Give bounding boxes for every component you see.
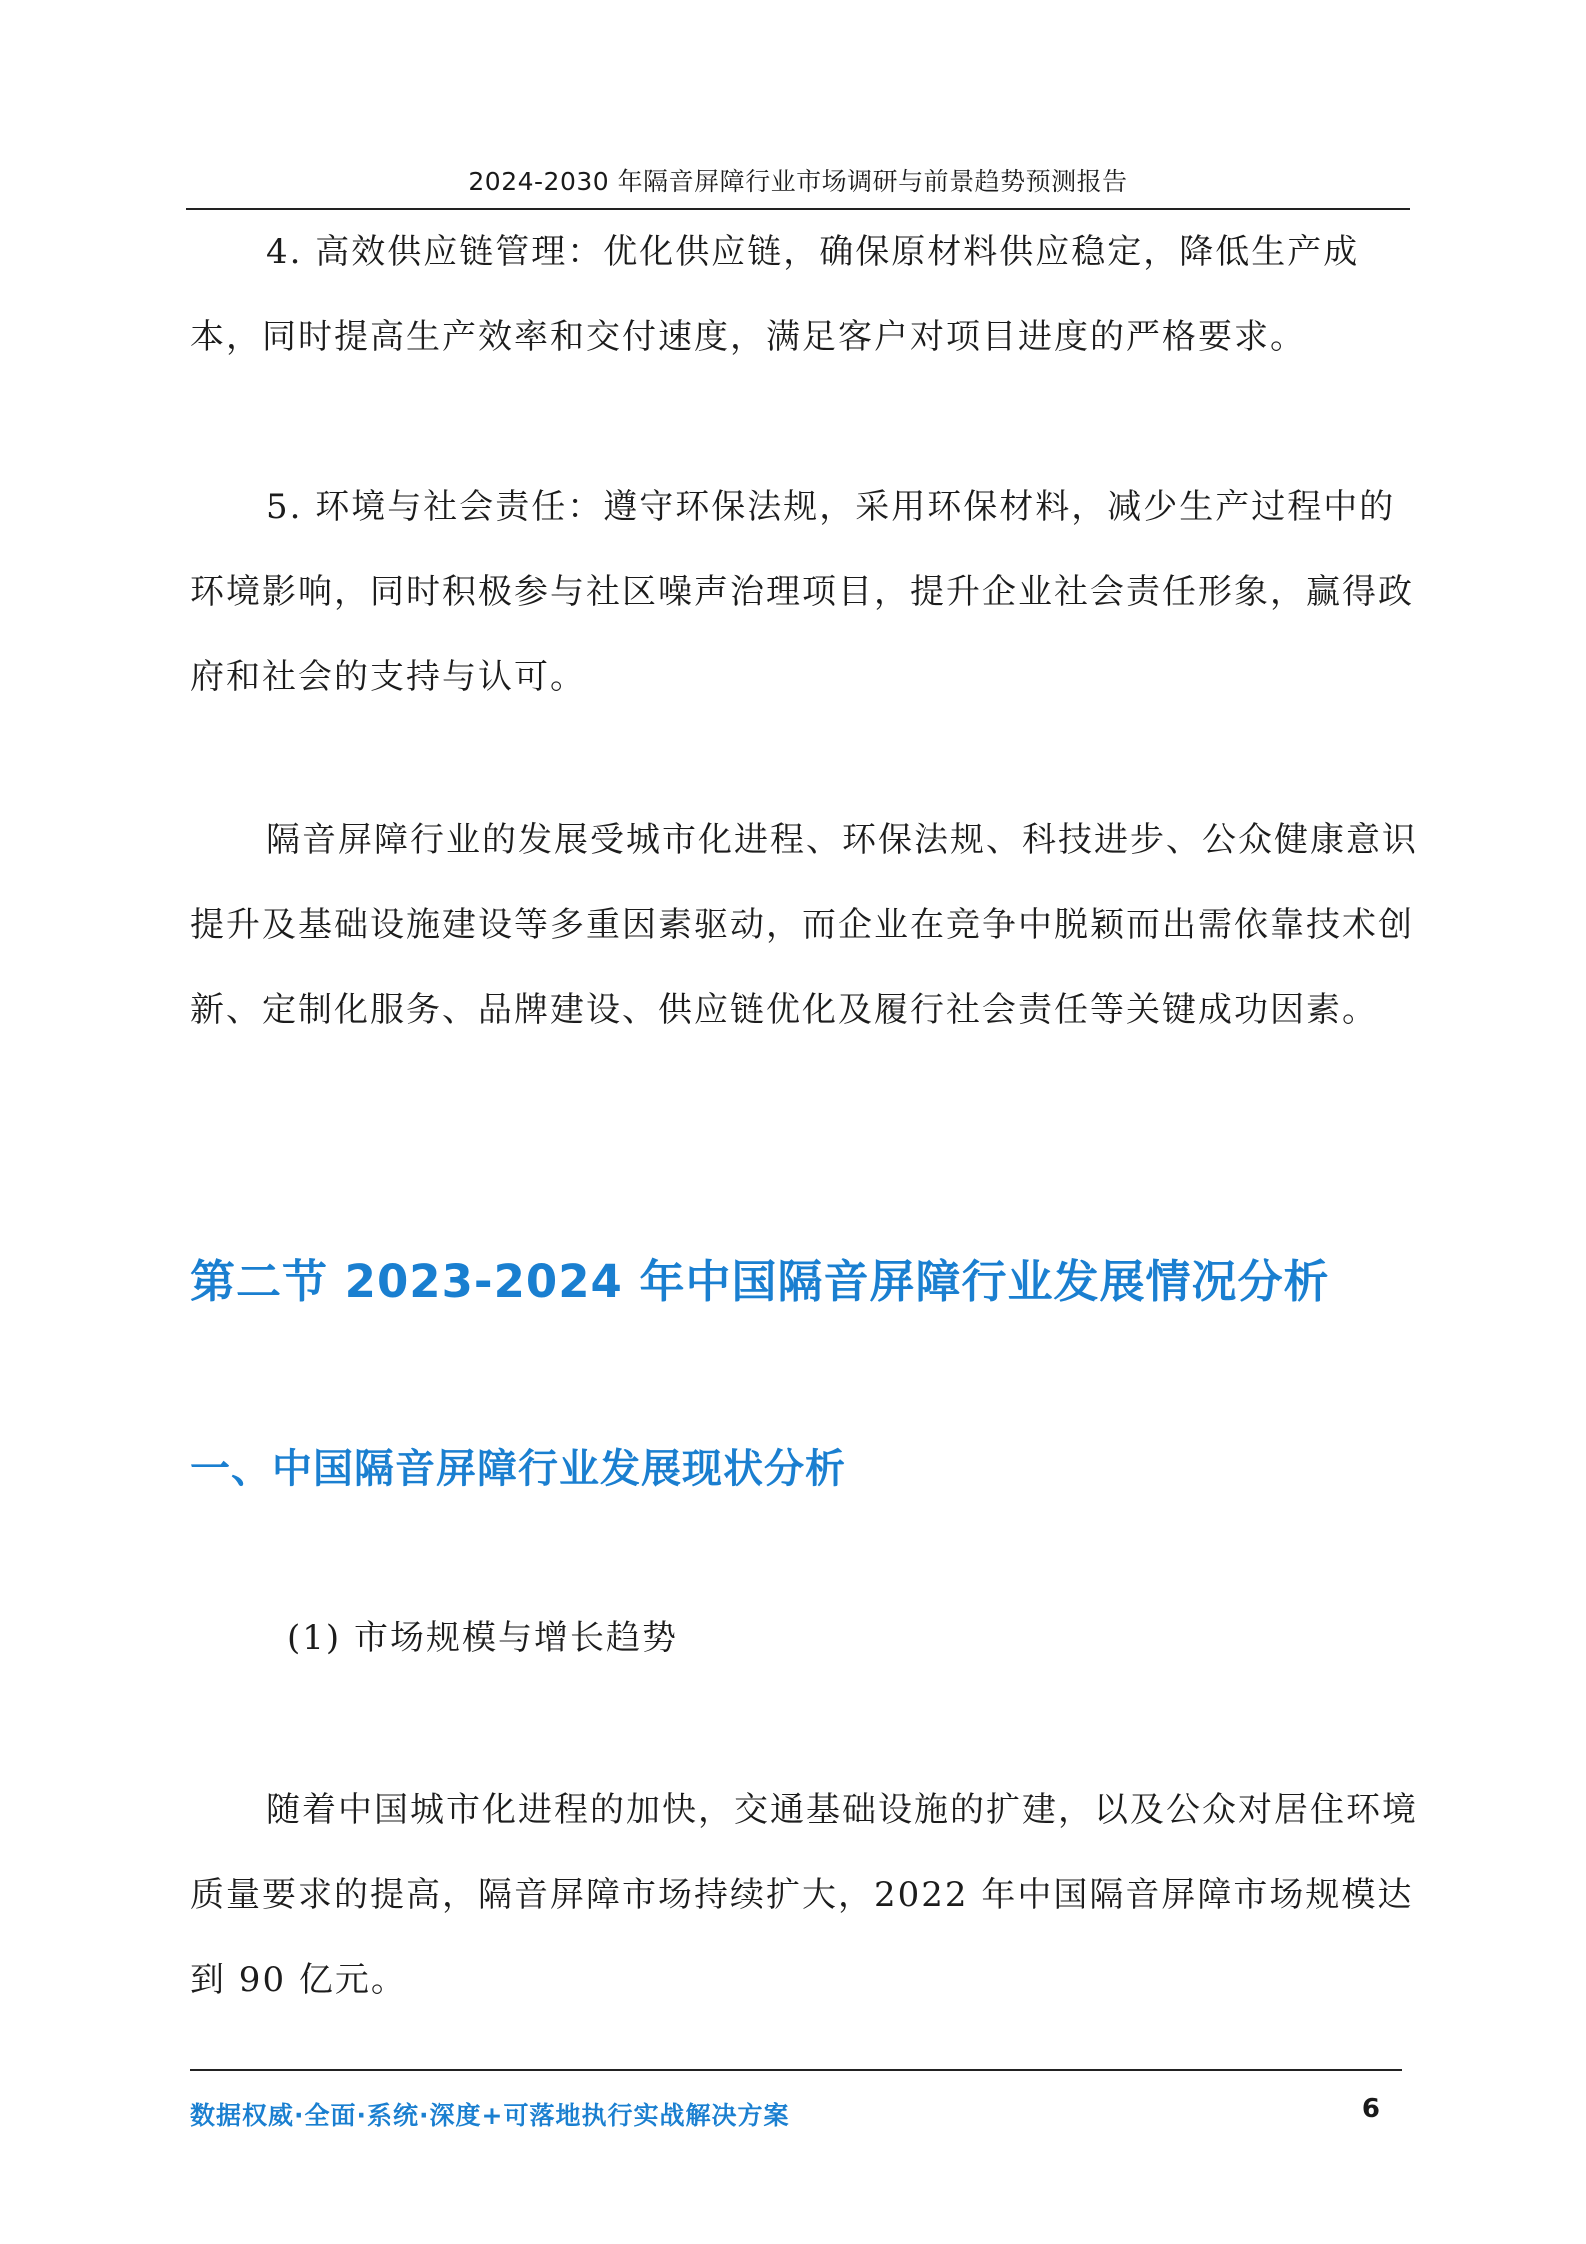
section-heading: 第二节 2023-2024 年中国隔音屏障行业发展情况分析 bbox=[190, 1255, 1330, 1308]
page-number: 6 bbox=[1361, 2094, 1380, 2124]
paragraph-supply-chain: 4. 高效供应链管理：优化供应链，确保原材料供应稳定，降低生产成本，同时提高生产效率和交付速度，满足客户对项目进度的严格要求。 bbox=[190, 232, 1360, 357]
sub-item-market-size: (1) 市场规模与增长趋势 bbox=[287, 1618, 678, 1658]
footer-slogan: 数据权威·全面·系统·深度+可落地执行实战解决方案 bbox=[190, 2101, 790, 2130]
paragraph-industry-summary: 隔音屏障行业的发展受城市化进程、环保法规、科技进步、公众健康意识提升及基础设施建设等多重因素驱动，而企业在竞争中脱颖而出需依靠技术创新、定制化服务、品牌建设、供应链优化及履行社会责任等关键成功因素。 bbox=[190, 820, 1418, 1030]
sub-heading: 一、中国隔音屏障行业发展现状分析 bbox=[190, 1446, 846, 1492]
report-header-title: 2024-2030 年隔音屏障行业市场调研与前景趋势预测报告 bbox=[468, 167, 1128, 196]
footer-divider bbox=[190, 2069, 1402, 2071]
paragraph-market-size: 随着中国城市化进程的加快，交通基础设施的扩建，以及公众对居住环境质量要求的提高，隔音屏障市场持续扩大，2022 年中国隔音屏障市场规模达到 90 亿元。 bbox=[190, 1790, 1418, 2000]
paragraph-social-responsibility: 5. 环境与社会责任：遵守环保法规，采用环保材料，减少生产过程中的环境影响，同时积极参与社区噪声治理项目，提升企业社会责任形象，赢得政府和社会的支持与认可。 bbox=[190, 487, 1414, 697]
